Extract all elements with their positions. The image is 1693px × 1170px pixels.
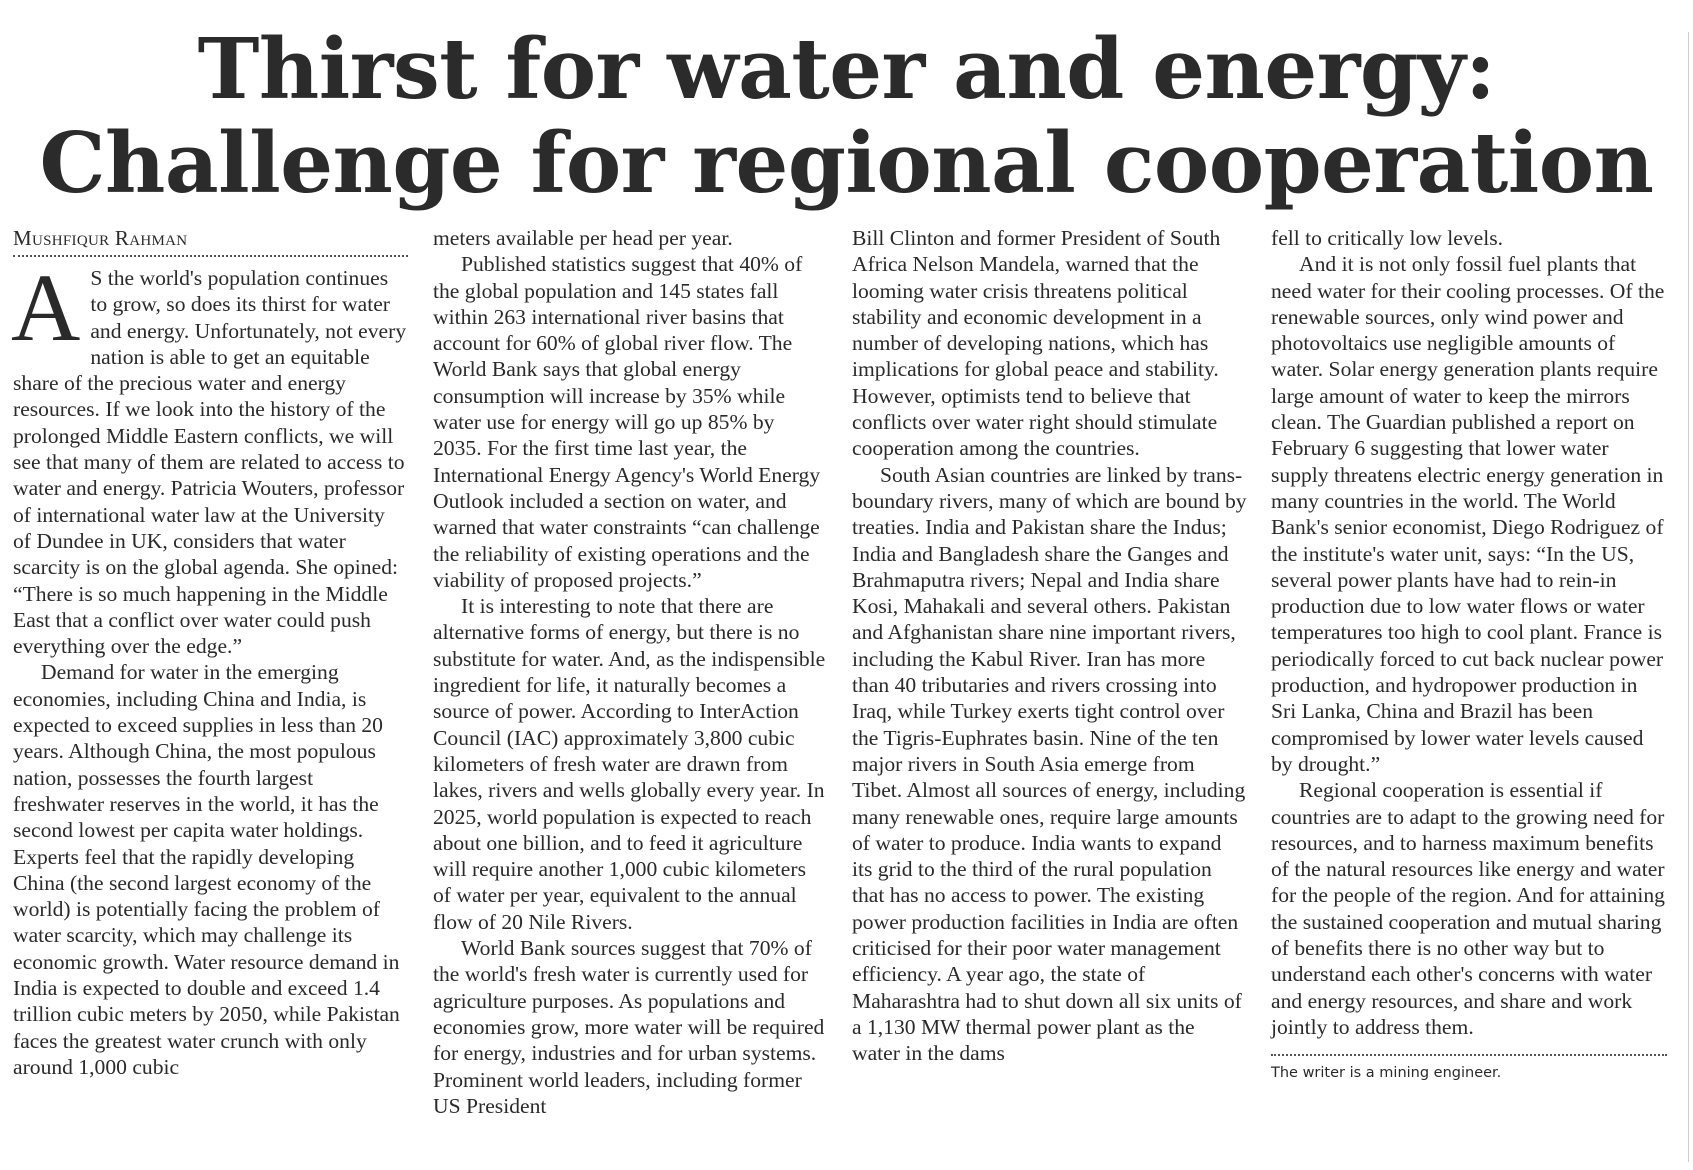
- paragraph: Bill Clinton and former President of South Africa Nelson Mandela, warned that the looming water crisis threatens political stability and economic development in a number of developing nations, which has implications for global peace and stability. However, optimists tend to believe that conflicts over water right should stimulate cooperation among the countries.: [852, 226, 1221, 461]
- article-headline: Thirst for water and energy: Challenge for regional cooperation: [39, 20, 1654, 212]
- paragraph-intro: [11, 254, 408, 659]
- column-rule: [1688, 32, 1689, 1162]
- drop-cap: A: [11, 254, 81, 361]
- paragraph: Regional cooperation is essential if countries are to adapt to the growing need for resources, and to harness maximum benefits of the natural resources like energy and water for the people of the region. And for attaining the sustained cooperation and mutual sharing of benefits there is no other way but to understand each other's concerns with water and energy resources, and share and work jointly to address them.: [1271, 778, 1665, 1039]
- paragraph: It is interesting to note that there are alternative forms of energy, but there is no substitute for water. And, as the indispensible ingredient for life, it naturally becomes a source of power. According to InterAction Council (IAC) approximately 3,800 cubic kilometers of fresh water are drawn from lakes, rivers and wells globally every year. In 2025, world population is expected to reach about one billion, and to feed it agriculture will require another 1,000 cubic kilometers of water per year, equivalent to the annual flow of 20 Nile Rivers.: [433, 594, 826, 934]
- article-column-2: [433, 225, 828, 1119]
- paragraph: meters available per head per year.: [433, 226, 733, 250]
- article-column-4: [1271, 225, 1667, 1082]
- paragraph: Published statistics suggest that 40% of the global population and 145 states fall within 263 international river basins that account for 60% of global river flow. The World Bank says that global energy consumption will increase by 35% while water use for energy will go up 85% by 2035. For the first time last year, the International Energy Agency's World Energy Outlook included a section on water, and warned that water constraints “can challenge the reliability of existing operations and the viability of proposed projects.”: [433, 252, 821, 592]
- paragraph: fell to critically low levels.: [1271, 226, 1504, 250]
- writer-note: The writer is a mining engineer.: [1271, 1054, 1667, 1082]
- byline: Mushfiqur Rahman: [13, 225, 408, 257]
- paragraph: South Asian countries are linked by trans-boundary rivers, many of which are bound by treaties. India and Pakistan share the Indus; India and Bangladesh share the Ganges and Brahmaputra rivers; Nepal and India share Kosi, Mahakali and several others. Pakistan and Afghanistan share nine important rivers, including the Kabul River. Iran has more than 40 tributaries and rivers crossing into Iraq, while Turkey exerts tight control over the Tigris-Euphrates basin. Nine of the ten major rivers in South Asia emerge from Tibet. Almost all sources of energy, including many renewable ones, require large amounts of water to produce. India wants to expand its grid to the third of the rural population that has no access to power. The existing power production facilities in India are often criticised for their poor water management efficiency. A year ago, the state of Maharashtra had to shut down all six units of a 1,130 MW thermal power plant as the water in the dams: [852, 462, 1247, 1066]
- paragraph-intro-text: S the world's population continues to grow, so does its thirst for water and energy. Unfortunately, not every nation is able to get an equitable share of the precious water and energy resources. If we look into the history of the prolonged Middle Eastern conflicts, we will see that many of them are related to access to water and energy. Patricia Wouters, professor of international water law at the University of Dundee in UK, considers that water scarcity is on the global agenda. She opined: “There is so much happening in the Middle East that a conflict over water could push everything over the edge.”: [13, 266, 407, 659]
- article-column-3: [852, 225, 1247, 1067]
- paragraph: World Bank sources suggest that 70% of the world's fresh water is currently used for agriculture purposes. As populations and economies grow, more water will be required for energy, industries and for urban systems. Prominent world leaders, including former US President: [433, 936, 825, 1118]
- paragraph: And it is not only fossil fuel plants that need water for their cooling processes. Of the renewable sources, only wind power and photovoltaics use negligible amounts of water. Solar energy generation plants require large amount of water to keep the mirrors clean. The Guardian published a report on February 6 suggesting that lower water supply threatens electric energy generation in many countries in the world. The World Bank's senior economist, Diego Rodriguez of the institute's water unit, says: “In the US, several power plants have had to rein-in production due to low water flows or water temperatures too high to cool plant. France is periodically forced to cut back nuclear power production, and hydropower production in Sri Lanka, China and Brazil has been compromised by lower water levels caused by drought.”: [1271, 252, 1665, 776]
- article-column-1: [13, 225, 408, 1080]
- paragraph: Demand for water in the emerging economies, including China and India, is expected to exceed supplies in less than 20 years. Although China, the most populous nation, possesses the fourth largest freshwater reserves in the world, it has the second lowest per capita water holdings. Experts feel that the rapidly developing China (the second largest economy of the world) is potentially facing the problem of water scarcity, which may challenge its economic growth. Water resource demand in India is expected to double and exceed 1.4 trillion cubic meters by 2050, while Pakistan faces the greatest water crunch with only around 1,000 cubic: [13, 660, 400, 1079]
